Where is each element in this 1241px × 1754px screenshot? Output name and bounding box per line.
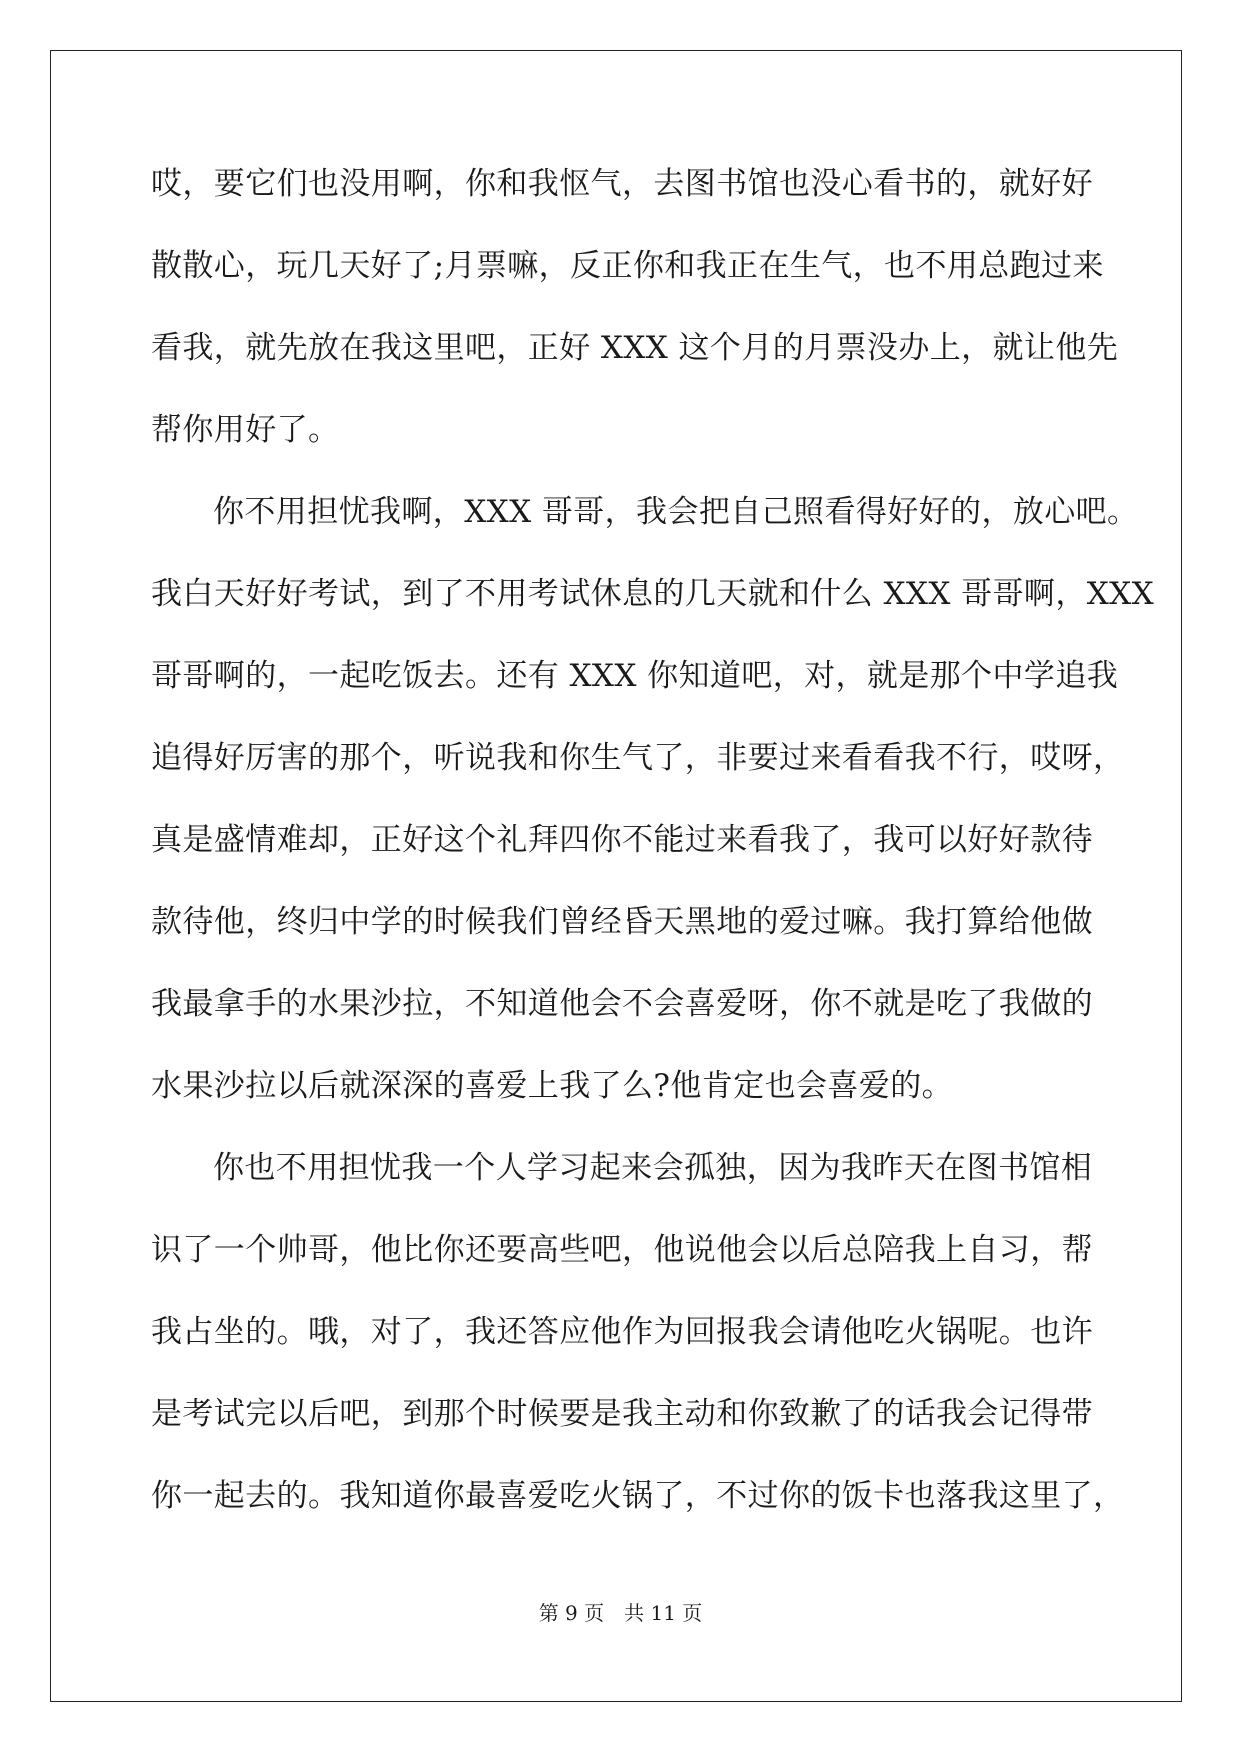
text-line: 散散心，玩几天好了;月票嘛，反正你和我正在生气，也不用总跑过来 bbox=[151, 248, 1104, 284]
text-line: 你不用担忧我啊，XXX 哥哥，我会把自己照看得好好的，放心吧。 bbox=[213, 494, 1139, 530]
text-line: 哥哥啊的，一起吃饭去。还有 XXX 你知道吧，对，就是那个中学追我 bbox=[151, 658, 1119, 694]
page-footer bbox=[0, 1597, 1241, 1626]
text-line: 水果沙拉以后就深深的喜爱上我了么?他肯定也会喜爱的。 bbox=[151, 1068, 954, 1104]
text-line: 看我，就先放在我这里吧，正好 XXX 这个月的月票没办上，就让他先 bbox=[151, 330, 1119, 366]
page-total: 共 11 页 bbox=[624, 1601, 703, 1625]
text-line: 是考试完以后吧，到那个时候要是我主动和你致歉了的话我会记得带 bbox=[151, 1396, 1093, 1432]
text-line: 识了一个帅哥，他比你还要高些吧，他说他会以后总陪我上自习，帮 bbox=[151, 1232, 1093, 1268]
text-line: 真是盛情难却，正好这个礼拜四你不能过来看我了，我可以好好款待 bbox=[151, 822, 1093, 858]
text-line: 我最拿手的水果沙拉，不知道他会不会喜爱呀，你不就是吃了我做的 bbox=[151, 986, 1093, 1022]
document-body bbox=[151, 158, 1155, 1552]
text-line: 款待他，终归中学的时候我们曾经昏天黑地的爱过嘛。我打算给他做 bbox=[151, 904, 1093, 940]
page-number: 第 9 页 bbox=[538, 1601, 605, 1625]
text-line: 我白天好好考试，到了不用考试休息的几天就和什么 XXX 哥哥啊，XXX bbox=[151, 576, 1155, 612]
text-line: 追得好厉害的那个，听说我和你生气了，非要过来看看我不行，哎呀， bbox=[151, 740, 1125, 776]
text-line: 帮你用好了。 bbox=[151, 412, 340, 448]
text-line: 我占坐的。哦，对了，我还答应他作为回报我会请他吃火锅呢。也许 bbox=[151, 1314, 1093, 1350]
text-line: 你一起去的。我知道你最喜爱吃火锅了，不过你的饭卡也落我这里了， bbox=[151, 1478, 1125, 1514]
text-line: 你也不用担忧我一个人学习起来会孤独，因为我昨天在图书馆相 bbox=[213, 1150, 1093, 1186]
text-line: 哎，要它们也没用啊，你和我怄气，去图书馆也没心看书的，就好好 bbox=[151, 166, 1093, 202]
